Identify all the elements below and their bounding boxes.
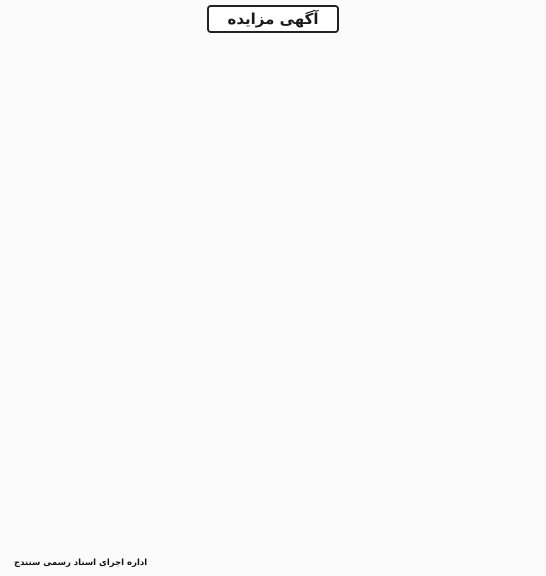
left-column xyxy=(6,38,269,544)
right-column xyxy=(277,38,540,544)
notice-columns xyxy=(6,38,540,544)
office-signature: اداره اجرای اسناد رسمی سنندج xyxy=(14,558,148,568)
notice-title: آگهی مزایده xyxy=(207,5,338,33)
title-row xyxy=(6,4,540,34)
